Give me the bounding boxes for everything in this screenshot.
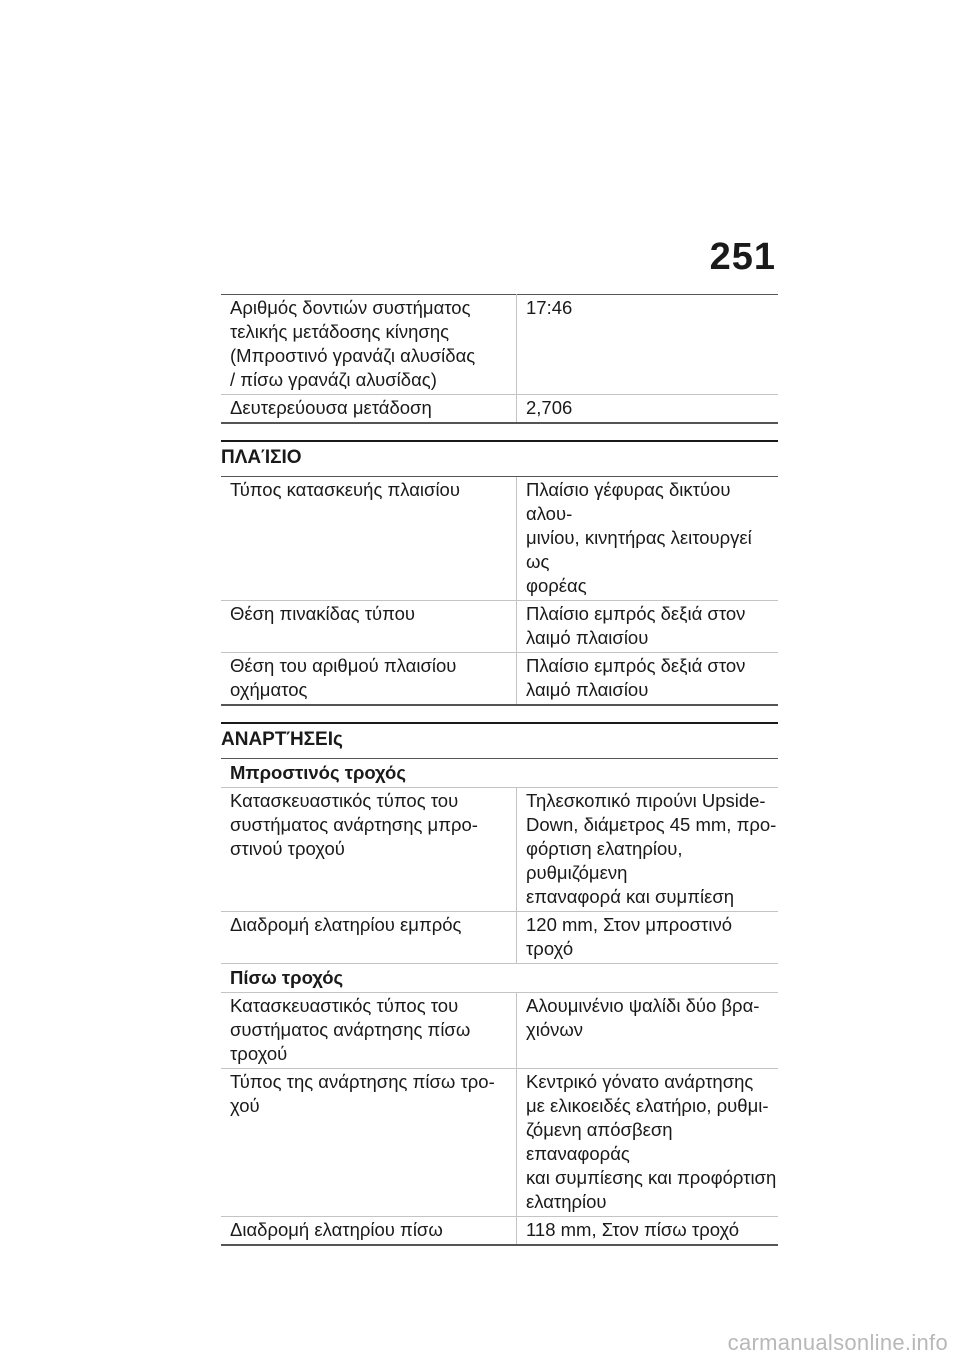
spec-label <box>221 395 517 424</box>
watermark: carmanualsonline.info <box>727 1330 948 1355</box>
cell-text-line: Κατασκευαστικός τύπος του <box>230 995 459 1016</box>
spec-label <box>221 993 517 1069</box>
cell-text-line: / πίσω γρανάζι αλυσίδας) <box>230 369 437 390</box>
cell-text-line: συστήματος ανάρτησης πίσω <box>230 1019 471 1040</box>
table-row <box>221 1217 778 1246</box>
cell-text-line: λαιμό πλαισίου <box>526 679 649 700</box>
cell-text-line: Πλαίσιο εμπρός δεξιά στον <box>526 603 746 624</box>
gearing-table <box>221 294 778 424</box>
cell-text-line: Τύπος της ανάρτησης πίσω τρο- <box>230 1071 495 1092</box>
cell-text-line: Θέση του αριθμού πλαισίου <box>230 655 457 676</box>
spec-value <box>517 601 779 653</box>
cell-text-line: Δευτερεύουσα μετάδοση <box>230 397 432 418</box>
cell-text-line: χού <box>230 1095 260 1116</box>
spec-value <box>517 295 779 395</box>
spec-value <box>517 993 779 1069</box>
table-row <box>221 477 778 601</box>
cell-text-line: Αλουμινένιο ψαλίδι δύο βρα- <box>526 995 760 1016</box>
spec-value <box>517 653 779 706</box>
spec-label <box>221 912 517 964</box>
cell-text-line: στινού τροχού <box>230 838 345 859</box>
table-row <box>221 653 778 706</box>
cell-text-line: Πλαίσιο εμπρός δεξιά στον <box>526 655 746 676</box>
spec-label <box>221 653 517 706</box>
suspension-table <box>221 759 778 1246</box>
cell-text-line: 120 mm, Στον μπροστινό τροχό <box>526 914 732 959</box>
spec-label <box>221 788 517 912</box>
cell-text-line: Κατασκευαστικός τύπος του <box>230 790 459 811</box>
cell-text-line: τροχού <box>230 1043 288 1064</box>
spec-value <box>517 1069 779 1217</box>
spec-label <box>221 1069 517 1217</box>
table-row <box>221 601 778 653</box>
spec-value <box>517 395 779 424</box>
cell-text-line: φορέας <box>526 575 587 596</box>
section-heading-suspension: ΑΝΑΡΤΉΣΕΙς <box>221 722 778 759</box>
spec-label <box>221 477 517 601</box>
cell-text-line: Πλαίσιο γέφυρας δικτύου αλου- <box>526 479 731 524</box>
subsection-row <box>221 759 778 788</box>
page-number: 251 <box>709 236 776 278</box>
spec-value <box>517 477 779 601</box>
cell-text-line: Down, διάμετρος 45 mm, προ- <box>526 814 777 835</box>
table-row <box>221 788 778 912</box>
cell-text-line: Διαδρομή ελατηρίου πίσω <box>230 1219 443 1240</box>
cell-text-line: ζόμενη απόσβεση επαναφοράς <box>526 1119 673 1164</box>
spec-value <box>517 1217 779 1246</box>
spec-label <box>221 1217 517 1246</box>
cell-text-line: με ελικοειδές ελατήριο, ρυθμι- <box>526 1095 769 1116</box>
cell-text-line: (Μπροστινό γρανάζι αλυσίδας <box>230 345 476 366</box>
table-row <box>221 1069 778 1217</box>
spec-value <box>517 788 779 912</box>
cell-text-line: χιόνων <box>526 1019 584 1040</box>
table-row <box>221 395 778 424</box>
cell-text-line: Θέση πινακίδας τύπου <box>230 603 416 624</box>
cell-text-line: επαναφορά και συμπίεση <box>526 886 735 907</box>
spec-label <box>221 601 517 653</box>
subsection-heading: Πίσω τροχός <box>221 964 778 993</box>
cell-text-line: φόρτιση ελατηρίου, ρυθμιζόμενη <box>526 838 683 883</box>
cell-text-line: Κεντρικό γόνατο ανάρτησης <box>526 1071 754 1092</box>
cell-text-line: μινίου, κινητήρας λειτουργεί ως <box>526 527 752 572</box>
cell-text-line: συστήματος ανάρτησης μπρο- <box>230 814 478 835</box>
cell-text-line: και συμπίεσης και προφόρτιση <box>526 1167 777 1188</box>
cell-text-line: Τηλεσκοπικό πιρούνι Upside- <box>526 790 766 811</box>
section-heading-frame: ΠΛΑΊΣΙΟ <box>221 440 778 477</box>
table-row <box>221 993 778 1069</box>
cell-text-line: 17:46 <box>526 297 573 318</box>
cell-text-line: Αριθμός δοντιών συστήματος <box>230 297 471 318</box>
table-row <box>221 912 778 964</box>
subsection-heading: Μπροστινός τροχός <box>221 759 778 788</box>
spec-label <box>221 295 517 395</box>
cell-text-line: ελατηρίου <box>526 1191 607 1212</box>
cell-text-line: λαιμό πλαισίου <box>526 627 649 648</box>
cell-text-line: Τύπος κατασκευής πλαισίου <box>230 479 460 500</box>
cell-text-line: 2,706 <box>526 397 573 418</box>
spec-content <box>221 294 778 1246</box>
cell-text-line: οχήματος <box>230 679 308 700</box>
spec-value <box>517 912 779 964</box>
cell-text-line: 118 mm, Στον πίσω τροχό <box>526 1219 740 1240</box>
subsection-row <box>221 964 778 993</box>
cell-text-line: τελικής μετάδοσης κίνησης <box>230 321 450 342</box>
cell-text-line: Διαδρομή ελατηρίου εμπρός <box>230 914 462 935</box>
frame-table <box>221 477 778 706</box>
table-row <box>221 295 778 395</box>
